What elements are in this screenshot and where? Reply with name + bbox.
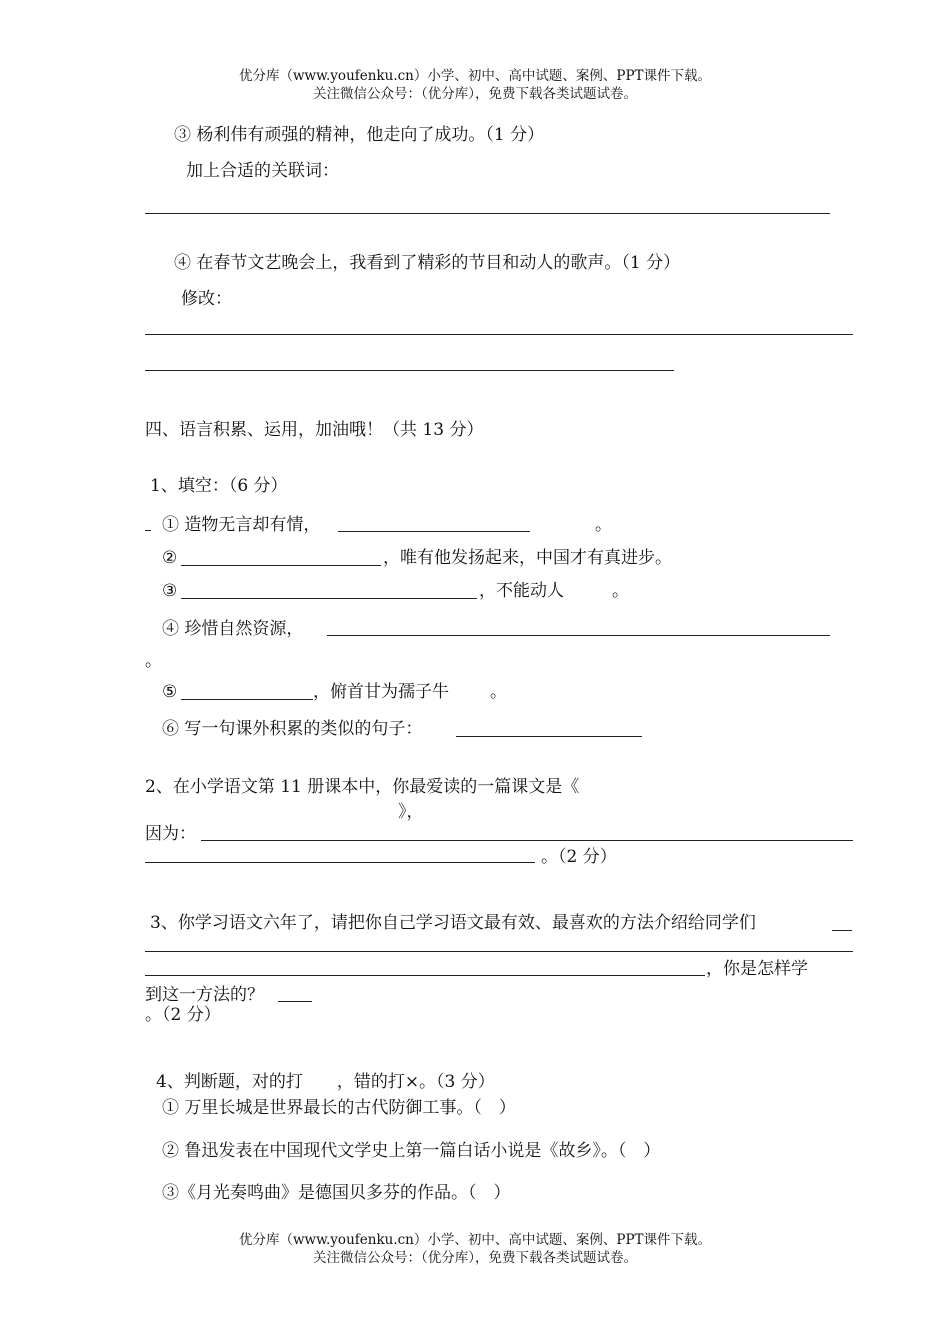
judge-item-2: ② 鲁迅发表在中国现代文学史上第一篇白话小说是《故乡》。（ ） <box>162 1141 661 1161</box>
fill-item-4: ④ 珍惜自然资源， <box>162 619 304 639</box>
answer-line[interactable] <box>145 862 535 863</box>
fill-item-1: ① 造物无言却有情， <box>162 515 321 535</box>
fill-item-2: ，唯有他发扬起来，中国才有真进步。 <box>383 548 672 568</box>
fill-blank-2[interactable] <box>181 565 381 566</box>
fill-blank-1[interactable] <box>338 531 530 532</box>
question-2-score: 。（2 分） <box>541 847 617 867</box>
question-3-4: ④ 在春节文艺晚会上，我看到了精彩的节目和动人的歌声。（1 分） <box>174 253 681 273</box>
question-3: 3、你学习语文六年了，请把你自己学习语文最有效、最喜欢的方法介绍给同学们 <box>150 913 756 933</box>
question-3-3-hint: 加上合适的关联词： <box>186 161 339 181</box>
question-2-close: 》， <box>398 802 424 822</box>
page-footer-line2: 关注微信公众号：（优分库），免费下载各类试题试卷。 <box>313 1250 637 1266</box>
question-2: 2、在小学语文第 11 册课本中，你最爱读的一篇课文是《 <box>145 777 580 797</box>
fill-blank-5[interactable] <box>181 699 313 700</box>
answer-line[interactable] <box>145 213 830 214</box>
question-3-how: ，你是怎样学 <box>706 959 808 979</box>
answer-blank[interactable] <box>278 1001 312 1002</box>
page-header-line2: 关注微信公众号：（优分库），免费下载各类试题试卷。 <box>313 86 637 102</box>
fill-item-6: ⑥ 写一句课外积累的类似的句子： <box>162 719 423 739</box>
fill-item-2-number: ② <box>162 548 178 568</box>
fill-blank-4[interactable] <box>327 635 830 636</box>
fill-item-5-number: ⑤ <box>162 682 178 702</box>
fill-title: 1、填空：（6 分） <box>150 476 288 496</box>
question-3-line3: 到这一方法的？ <box>145 985 264 1005</box>
judge-item-1: ① 万里长城是世界最长的古代防御工事。（ ） <box>162 1098 516 1118</box>
question-4-title: 4、判断题，对的打 ，错的打×。（3 分） <box>156 1072 495 1092</box>
answer-line[interactable] <box>832 930 852 931</box>
fill-item-1-end: 。 <box>595 515 612 535</box>
stray-mark <box>145 530 151 531</box>
question-3-4-hint: 修改： <box>181 289 232 309</box>
fill-blank-3[interactable] <box>181 598 477 599</box>
fill-item-3-number: ③ <box>162 581 178 601</box>
fill-blank-6[interactable] <box>456 736 642 737</box>
fill-item-3-end: 。 <box>612 581 629 601</box>
answer-line[interactable] <box>145 975 705 976</box>
fill-item-4-end: 。 <box>145 651 162 671</box>
fill-item-3: ，不能动人 <box>479 581 564 601</box>
page-header-line1: 优分库（www.youfenku.cn）小学、初中、高中试题、案例、PPT课件下载。 <box>238 68 712 84</box>
question-3-score: 。（2 分） <box>145 1005 221 1025</box>
answer-line[interactable] <box>201 840 853 841</box>
fill-item-5-end: 。 <box>490 682 507 702</box>
fill-item-5: ，俯首甘为孺子牛 <box>313 682 449 702</box>
answer-line[interactable] <box>145 370 674 371</box>
page-footer-line1: 优分库（www.youfenku.cn）小学、初中、高中试题、案例、PPT课件下载。 <box>238 1232 712 1248</box>
question-2-because: 因为： <box>145 824 196 844</box>
section-4-title: 四、语言积累、运用，加油哦！（共 13 分） <box>145 420 484 440</box>
question-3-3: ③ 杨利伟有顽强的精神，他走向了成功。（1 分） <box>174 125 545 145</box>
answer-line[interactable] <box>145 334 853 335</box>
judge-item-3: ③《月光奏鸣曲》是德国贝多芬的作品。（ ） <box>162 1183 511 1203</box>
answer-line[interactable] <box>145 951 853 952</box>
